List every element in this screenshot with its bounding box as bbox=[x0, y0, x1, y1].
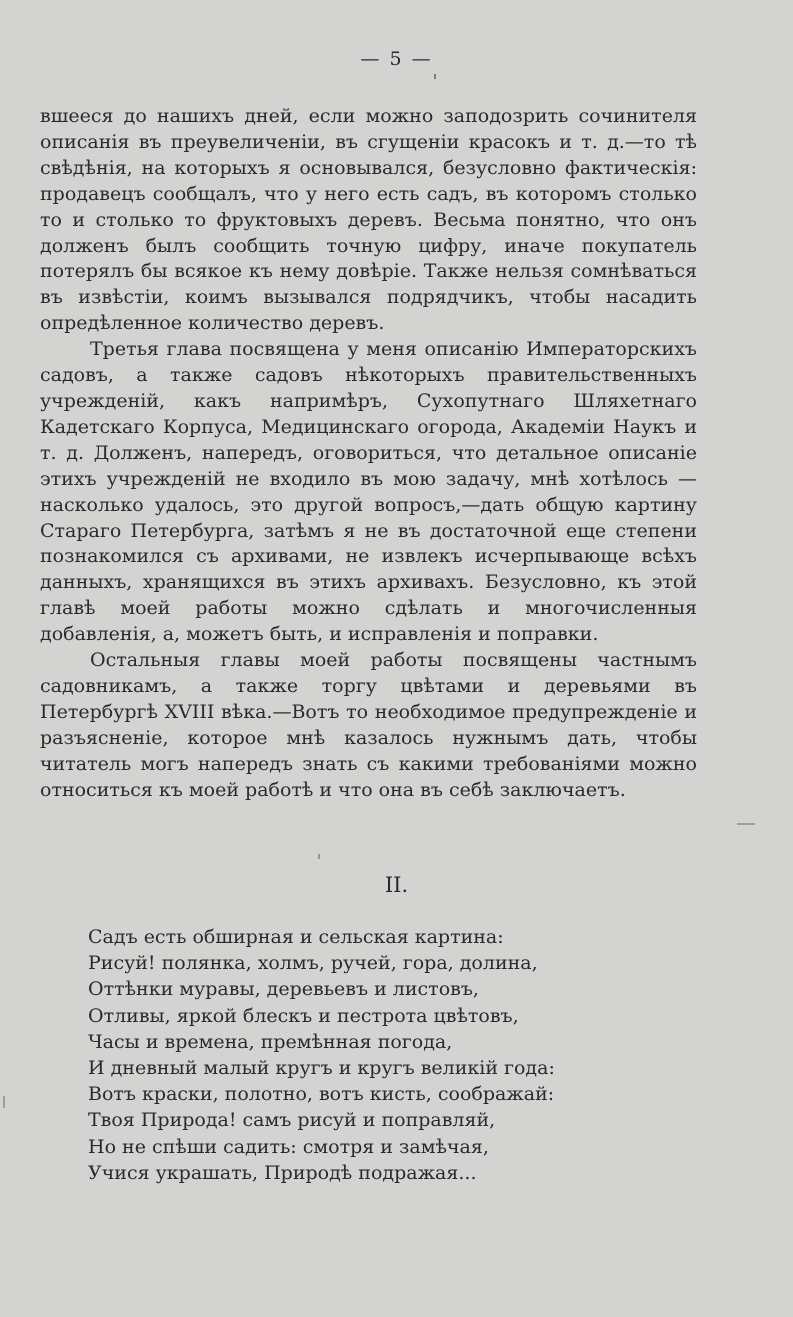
scan-speck bbox=[434, 74, 436, 79]
page-number: — 5 — bbox=[360, 48, 433, 70]
paragraph-remaining-chapters: Остальныя главы моей работы посвящены частнымъ садовникамъ, а также торгу цвѣтами и деревьями въ Петербургѣ XVIII вѣка.—Вотъ то необходимое предупрежденіе и разъясненіе, которое мнѣ казалось нужнымъ дать, чтобы читатель могъ напередъ знать съ какими требованіями можно относиться къ моей работѣ и что она въ себѣ заключаетъ. bbox=[40, 649, 697, 801]
poem-line: Твоя Природа! самъ рисуй и поправляй, bbox=[88, 1109, 496, 1132]
scan-speck bbox=[318, 854, 320, 859]
section-heading: II. bbox=[384, 873, 409, 897]
scan-speck bbox=[3, 1096, 5, 1108]
poem-line: Рисуй! полянка, холмъ, ручей, гора, долина, bbox=[88, 952, 538, 975]
paragraph-continuation: вшееся до нашихъ дней, если можно заподозрить сочинителя описанія въ преувеличеніи, въ сгущеніи красокъ и т. д.—то тѣ свѣдѣнія, на которыхъ я основывался, безусловно фактическія: продавецъ сообщалъ, что у него есть садъ, въ которомъ столько то и столько то фруктовыхъ деревъ. Весьма понятно, что онъ долженъ былъ сообщить точную цифру, иначе покупатель потерялъ бы всякое къ нему довѣріе. Также нельзя сомнѣваться въ извѣстіи, коимъ вызывался подрядчикъ, чтобы насадить опредѣленное количество деревъ. bbox=[40, 105, 697, 335]
poem-epigraph bbox=[88, 924, 555, 1186]
poem-line: Садъ есть обширная и сельская картина: bbox=[88, 926, 504, 948]
scan-speck bbox=[737, 823, 755, 825]
poem-line: Учися украшать, Природѣ подражая... bbox=[88, 1161, 477, 1184]
paragraph-third-chapter: Третья глава посвящена у меня описанію Императорскихъ садовъ, а также садовъ нѣкоторыхъ правительственныхъ учрежденій, какъ напримѣръ, Сухопутнаго Шляхетнаго Кадетскаго Корпуса, Медицинскаго огорода, Академіи Наукъ и т. д. Долженъ, напередъ, оговориться, что детальное описаніе этихъ учрежденій не входило въ мою задачу, мнѣ хотѣлось — насколько удалось, это другой вопросъ,—дать общую картину Стараго Петербурга, затѣмъ я не въ достаточной еще степени познакомился съ архивами, не извлекъ исчерпывающе всѣхъ данныхъ, хранящихся въ этихъ архивахъ. Безусловно, къ этой главѣ моей работы можно сдѣлать и многочисленныя добавленія, а, можетъ быть, и исправленія и поправки. bbox=[40, 338, 697, 646]
poem-line: Оттѣнки муравы, деревьевъ и листовъ, bbox=[88, 978, 479, 1001]
poem-line: И дневный малый кругъ и кругъ великій года: bbox=[88, 1057, 555, 1080]
prose-body bbox=[40, 104, 697, 803]
poem-line: Часы и времена, премѣнная погода, bbox=[88, 1030, 453, 1053]
poem-line: Вотъ краски, полотно, вотъ кисть, соображай: bbox=[88, 1083, 555, 1106]
poem-line: Но не спѣши садить: смотря и замѣчая, bbox=[88, 1135, 489, 1158]
poem-line: Отливы, яркой блескъ и пестрота цвѣтовъ, bbox=[88, 1004, 519, 1027]
